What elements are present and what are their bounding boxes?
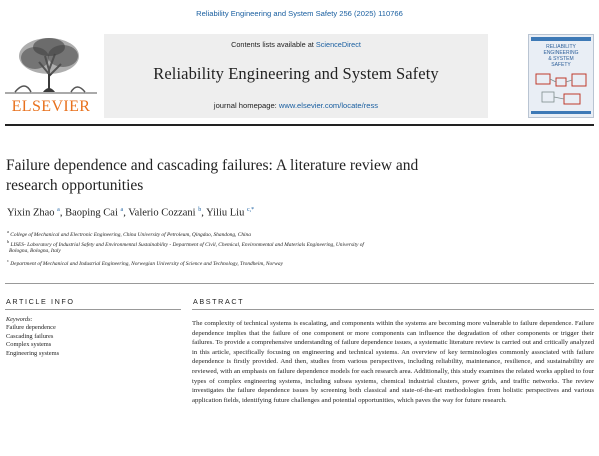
journal-cover-thumbnail[interactable]	[528, 34, 594, 118]
affiliation-b-continued	[9, 247, 61, 256]
sciencedirect-link[interactable]: ScienceDirect	[315, 40, 361, 49]
article-title-line-1: Failure dependence and cascading failures: A literature review and	[6, 157, 419, 174]
svg-text:& SYSTEM: & SYSTEM	[548, 56, 574, 62]
affiliation-text: LISES- Laboratory of Industrial Safety and Environmental Sustainability - Department of Civil, Chemical, Environmental and Materials Engineering, University of	[10, 241, 364, 248]
article-title-line-2: research opportunities	[6, 177, 144, 194]
contents-line	[104, 40, 488, 49]
affiliation-marker: b	[7, 239, 10, 244]
article-title	[6, 156, 526, 196]
affiliation-marker: c	[7, 258, 9, 263]
elsevier-logo[interactable]	[5, 34, 97, 118]
contents-prefix: Contents lists available at	[231, 40, 316, 49]
author-name[interactable]: Yiliu Liu	[206, 207, 245, 219]
author-name[interactable]: Valerio Cozzani	[128, 207, 196, 219]
tree-of-knowledge-icon	[5, 34, 97, 96]
abstract-heading: ABSTRACT	[193, 297, 245, 306]
author-list: Yixin Zhao $^a$, Baoping Cai $^a$, Valerio Cozzani $^b$, Yiliu Liu $^{c,*}$	[7, 207, 255, 219]
keyword-list	[6, 324, 59, 358]
keyword-item: Failure dependence	[6, 324, 56, 331]
abstract-divider	[192, 309, 594, 310]
author-affiliation-marker[interactable]: b	[198, 207, 202, 213]
journal-cover-image	[528, 34, 594, 118]
affiliation-c	[7, 257, 283, 268]
journal-title: Reliability Engineering and System Safety	[153, 64, 439, 83]
affiliation-marker: a	[7, 229, 9, 234]
affiliation-text: Department of Mechanical and Industrial Engineering, Norwegian University of Science and Technology, Trondheim, Norway	[10, 260, 283, 267]
homepage-prefix: journal homepage:	[213, 101, 279, 110]
article-info-heading: ARTICLE INFO	[6, 297, 75, 306]
affiliation-divider	[5, 283, 594, 284]
article-info-divider	[5, 309, 181, 310]
author-affiliation-marker[interactable]: c,*	[246, 207, 255, 213]
keywords-label: Keywords:	[6, 316, 33, 323]
svg-text:SAFETY: SAFETY	[551, 62, 571, 68]
homepage-link[interactable]: www.elsevier.com/locate/ress	[278, 101, 379, 110]
author-name[interactable]: Yixin Zhao	[7, 207, 55, 219]
journal-banner	[104, 34, 488, 118]
svg-text:RELIABILITY: RELIABILITY	[546, 44, 576, 50]
homepage-line	[104, 101, 488, 110]
elsevier-wordmark: ELSEVIER	[11, 98, 91, 115]
svg-text:ENGINEERING: ENGINEERING	[543, 50, 579, 56]
header-divider	[5, 124, 594, 126]
keyword-item: Complex systems	[6, 341, 52, 349]
affiliation-text: College of Mechanical and Electronic Engineering, China University of Petroleum, Qingdao, Shandong, China	[10, 231, 251, 238]
abstract-body: The complexity of technical systems is escalating, and components within the systems are becoming more vulnerable to failure dependence. Failure dependence implies that the failure of one component or more components can influence the degradation of other components or trigger their failures. To provide a comprehensive understanding of failure dependence issues, a systematic literature review is carried out and critically analyzed in this article, specifically focusing on engineering and technical systems. An overview of key terminologies commonly associated with failure dependence is firstly provided. And then, studies from various perspectives, including reliability, maintenance, resilience, and sustainability are reviewed, with an emphasis on failure dependence models for each research area. Additionally, this study examines the related works applied to four types of complex engineering systems, including subsea systems, chemical industrial clusters, power grids, and traffic networks. The review investigates the failure dependence issues by screening both classical and state-of-the-art methodologies from holistic perspectives and various application fields, identifying future challenges and potential opportunities, which paves the way for future research.	[192, 320, 594, 404]
author-affiliation-marker[interactable]: a	[57, 207, 60, 213]
keyword-item: Engineering systems	[6, 349, 60, 357]
journal-reference[interactable]: Reliability Engineering and System Safety 256 (2025) 110766	[196, 9, 403, 18]
journal-header	[5, 34, 594, 122]
author-affiliation-marker[interactable]: a	[120, 207, 124, 213]
affiliation-text: Bologna, Bologna, Italy	[9, 248, 61, 254]
keyword-item: Cascading failures	[6, 332, 54, 340]
author-name[interactable]: Baoping Cai	[65, 207, 118, 219]
